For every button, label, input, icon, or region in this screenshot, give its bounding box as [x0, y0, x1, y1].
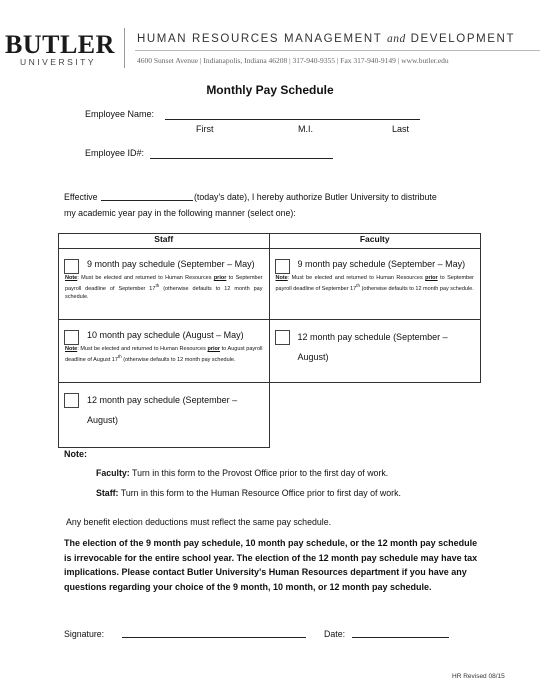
dept-name-part1: HUMAN RESOURCES MANAGEMENT: [137, 33, 383, 45]
note-sup: th: [155, 283, 160, 288]
logo-wordmark: BUTLER: [5, 30, 115, 59]
employee-name-field[interactable]: [165, 109, 420, 120]
staff-12month-checkbox[interactable]: [64, 393, 79, 408]
faculty-12month-label: 12 month pay schedule (September – August): [297, 332, 448, 362]
note-prior: prior: [425, 275, 438, 281]
department-name: [137, 33, 515, 45]
note-text-c: (otherwise defaults to 12 month pay schedule.: [65, 285, 263, 300]
name-mi-caption: M.I.: [298, 124, 313, 134]
staff-option-9month: [59, 249, 270, 320]
note-text-a: : Must be elected and returned to Human Resources: [77, 346, 208, 352]
authorization-text: (today's date), I hereby authorize Butler University to distribute: [194, 192, 437, 202]
faculty-note-label: Faculty:: [96, 468, 130, 478]
staff-10month-label: 10 month pay schedule (August – May): [87, 330, 244, 340]
faculty-9month-label: 9 month pay schedule (September – May): [297, 259, 466, 269]
note-text-b: to September payroll deadline of September 17: [275, 275, 474, 292]
staff-10month-note: [65, 345, 263, 364]
faculty-column-header: Faculty: [269, 234, 481, 249]
note-prior: prior: [213, 275, 227, 281]
note-label: Note: [275, 275, 288, 281]
staff-12month-label: 12 month pay schedule (September – August): [87, 395, 238, 425]
faculty-option-9month: [269, 249, 481, 320]
faculty-note: [96, 466, 388, 480]
pay-schedule-table: [58, 233, 481, 448]
note-sup: th: [356, 283, 361, 288]
staff-option-10month: [59, 320, 270, 383]
note-text-b2: to August payroll deadline of August 17: [65, 346, 263, 363]
staff-note-label: Staff:: [96, 488, 119, 498]
dept-name-part2: DEVELOPMENT: [410, 33, 516, 45]
note-text-b: to September payroll deadline of September 17: [65, 275, 263, 292]
note-text-a: : Must be elected and returned to Human Resources: [77, 275, 214, 281]
effective-label: Effective: [64, 192, 98, 202]
empty-cell: [269, 383, 481, 448]
faculty-option-12month: [269, 320, 481, 383]
faculty-note-text: Turn in this form to the Provost Office prior to the first day of work.: [132, 468, 389, 478]
employee-id-label: Employee ID#:: [85, 148, 145, 158]
signature-label: Signature:: [64, 629, 105, 639]
staff-note-text: Turn in this form to the Human Resource Office prior to first day of work.: [120, 488, 401, 498]
name-first-caption: First: [196, 124, 214, 134]
staff-note: [96, 486, 401, 500]
faculty-12month-checkbox[interactable]: [275, 330, 290, 345]
contact-line: 4600 Sunset Avenue | Indianapolis, Indiana 46208 | 317-940-9355 | Fax 317-940-9149 | www.butler.edu: [137, 56, 449, 65]
note-prior: prior: [207, 346, 220, 352]
election-text: The election of the 9 month pay schedule, 10 month pay schedule, or the 12 month pay schedule is irrevocable for the entire school year. The election of the 12 month pay schedule may have tax implications. Please contact Butler University's Human Resources department if you have any questions regarding your choice of the 9 month, 10 month, or 12 month pay schedule.: [64, 538, 478, 592]
dept-name-and: and: [387, 33, 406, 45]
note-label: Note: [65, 275, 78, 281]
staff-option-12month: [59, 383, 270, 448]
benefit-text: Any benefit election deductions must reflect the same pay schedule.: [66, 517, 332, 527]
note-label: Note: [65, 346, 78, 352]
staff-9month-checkbox[interactable]: [64, 259, 79, 274]
form-title: Monthly Pay Schedule: [206, 83, 334, 97]
note-heading: Note:: [64, 449, 87, 459]
faculty-9month-checkbox[interactable]: [275, 259, 290, 274]
staff-9month-label: 9 month pay schedule (September – May): [87, 259, 255, 269]
note-text-a: : Must be elected and returned to Human Resources: [287, 275, 426, 281]
note-text-c: (otherwise defaults to 12 month pay schedule.: [360, 285, 474, 292]
logo-subtitle: UNIVERSITY: [20, 57, 97, 67]
staff-10month-checkbox[interactable]: [64, 330, 79, 345]
date-field[interactable]: [352, 627, 449, 638]
date-label: Date:: [324, 629, 346, 639]
header-rule: [135, 50, 540, 51]
effective-date-field[interactable]: [101, 190, 193, 201]
name-last-caption: Last: [392, 124, 410, 134]
note-sup: th: [117, 354, 122, 359]
employee-id-field[interactable]: [150, 148, 333, 159]
note-text-c: (otherwise defaults to 12 month pay schedule.: [121, 356, 236, 363]
staff-column-header: Staff: [59, 234, 270, 249]
signature-field[interactable]: [122, 627, 306, 638]
employee-name-label: Employee Name:: [85, 109, 155, 119]
logo-divider: [124, 28, 125, 68]
staff-9month-note: [65, 274, 263, 301]
revision-note: HR Revised 08/15: [452, 673, 505, 680]
authorization-text-2: my academic year pay in the following manner (select one):: [64, 208, 296, 218]
faculty-9month-note: [276, 274, 475, 293]
